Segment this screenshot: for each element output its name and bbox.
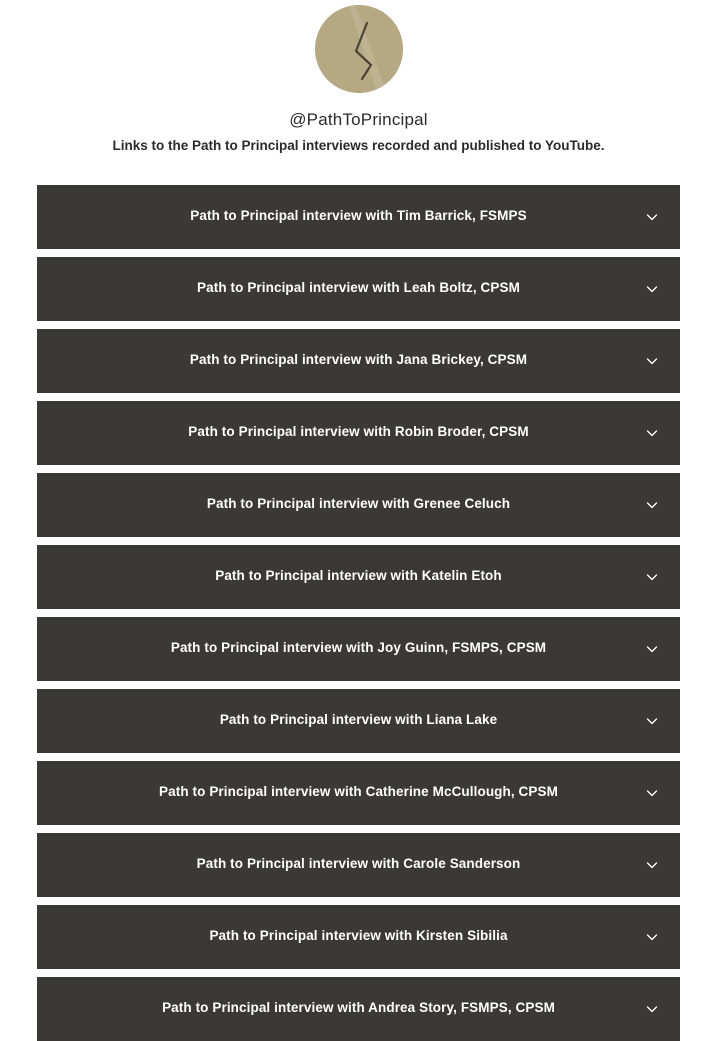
link-title: Path to Principal interview with Andrea Story, FSMPS, CPSM [162, 1000, 555, 1016]
avatar-artwork-icon [315, 5, 403, 93]
chevron-down-icon[interactable] [644, 929, 660, 945]
link-title: Path to Principal interview with Carole Sanderson [196, 856, 521, 872]
chevron-down-icon[interactable] [644, 569, 660, 585]
link-title: Path to Principal interview with Robin Broder, CPSM [188, 424, 529, 440]
chevron-down-icon[interactable] [644, 353, 660, 369]
chevron-down-icon[interactable] [644, 209, 660, 225]
chevron-down-icon[interactable] [644, 641, 660, 657]
chevron-down-icon[interactable] [644, 1001, 660, 1017]
list-item[interactable] [37, 257, 680, 321]
profile-bio: Links to the Path to Principal interviews recorded and published to YouTube. [112, 138, 605, 153]
chevron-down-icon[interactable] [644, 497, 660, 513]
list-item[interactable] [37, 761, 680, 825]
list-item[interactable] [37, 545, 680, 609]
list-item[interactable] [37, 833, 680, 897]
link-title: Path to Principal interview with Joy Guinn, FSMPS, CPSM [170, 640, 547, 656]
list-item[interactable] [37, 185, 680, 249]
profile-header [0, 0, 717, 155]
chevron-down-icon[interactable] [644, 785, 660, 801]
list-item[interactable] [37, 473, 680, 537]
list-item[interactable] [37, 689, 680, 753]
list-item[interactable] [37, 401, 680, 465]
link-title: Path to Principal interview with Liana Lake [219, 712, 498, 728]
list-item[interactable] [37, 329, 680, 393]
chevron-down-icon[interactable] [644, 425, 660, 441]
link-title: Path to Principal interview with Kirsten Sibilia [209, 928, 508, 944]
link-title: Path to Principal interview with Grenee Celuch [206, 496, 511, 512]
chevron-down-icon[interactable] [644, 857, 660, 873]
list-item[interactable] [37, 905, 680, 969]
profile-handle: @PathToPrincipal [289, 110, 428, 129]
link-title: Path to Principal interview with Tim Barrick, FSMPS [190, 208, 527, 224]
chevron-down-icon[interactable] [644, 281, 660, 297]
list-item[interactable] [37, 617, 680, 681]
chevron-down-icon[interactable] [644, 713, 660, 729]
list-item[interactable] [37, 977, 680, 1041]
link-title: Path to Principal interview with Catherine McCullough, CPSM [159, 784, 558, 800]
profile-avatar[interactable] [315, 5, 403, 93]
link-title: Path to Principal interview with Jana Brickey, CPSM [189, 352, 528, 368]
link-title: Path to Principal interview with Leah Boltz, CPSM [197, 280, 520, 296]
links-list [0, 185, 717, 1041]
link-title: Path to Principal interview with Katelin Etoh [215, 568, 502, 584]
